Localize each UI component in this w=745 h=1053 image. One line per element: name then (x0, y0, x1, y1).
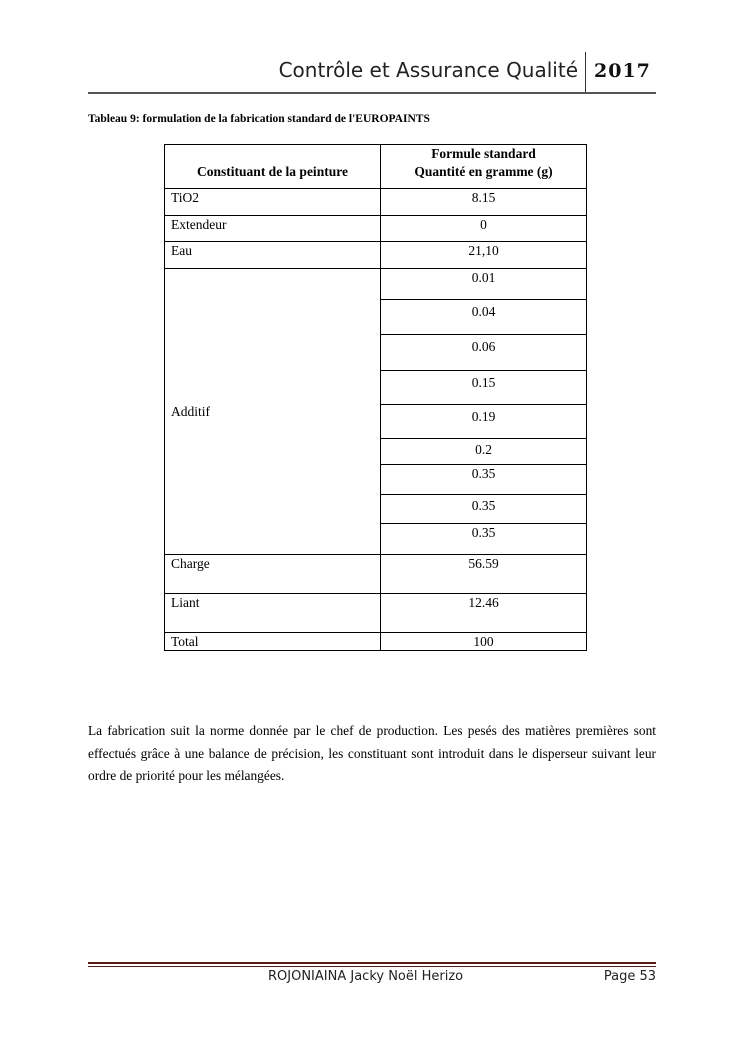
col-header-constituant: Constituant de la peinture (165, 145, 381, 189)
header-year: 2017 (594, 60, 651, 82)
row-name: Liant (165, 594, 381, 633)
table-header-row (165, 145, 587, 189)
row-name: Charge (165, 555, 381, 594)
additif-value: 0.19 (381, 405, 587, 439)
footer-page-number: Page 53 (603, 969, 656, 984)
row-value: 0 (381, 216, 587, 242)
table-row (165, 216, 587, 242)
table-row (165, 594, 587, 633)
additif-name: Additif (165, 269, 381, 555)
additif-value: 0.06 (381, 335, 587, 371)
row-name: Total (165, 633, 381, 651)
table-row (165, 189, 587, 216)
row-value: 21,10 (381, 242, 587, 269)
row-value: 12.46 (381, 594, 587, 633)
col-header-formule-line2: Quantité en gramme (g) (414, 164, 553, 179)
additif-value: 0.35 (381, 524, 587, 555)
additif-value: 0.35 (381, 465, 587, 495)
additif-value: 0.2 (381, 439, 587, 465)
table-row (165, 555, 587, 594)
additif-value: 0.15 (381, 371, 587, 405)
additif-value: 0.04 (381, 300, 587, 335)
body-paragraph: La fabrication suit la norme donnée par le chef de production. Les pesés des matières premières sont effectués grâce à une balance de précision, les constituant sont introduit dans le disperseur suivant leur ordre de priorité pour les mélangées. (88, 723, 656, 783)
row-value: 100 (381, 633, 587, 651)
row-name: Extendeur (165, 216, 381, 242)
row-value: 56.59 (381, 555, 587, 594)
col-header-formule-line1: Formule standard (431, 146, 536, 161)
table-caption: Tableau 9: formulation de la fabrication standard de l'EUROPAINTS (88, 113, 430, 125)
col-header-formule (381, 145, 587, 189)
table-row (165, 242, 587, 269)
row-value: 8.15 (381, 189, 587, 216)
footer-rule-thin (88, 966, 656, 967)
footer-author: ROJONIAINA Jacky Noël Herizo (268, 969, 464, 984)
row-name: TiO2 (165, 189, 381, 216)
footer-rule (88, 962, 656, 964)
additif-value: 0.01 (381, 269, 587, 300)
row-name: Eau (165, 242, 381, 269)
header-title: Contrôle et Assurance Qualité (278, 58, 578, 82)
header-rule (88, 92, 656, 94)
table-row (165, 269, 587, 300)
table-row-total (165, 633, 587, 651)
header-separator (585, 52, 586, 94)
additif-value: 0.35 (381, 495, 587, 524)
formulation-table (164, 144, 587, 651)
